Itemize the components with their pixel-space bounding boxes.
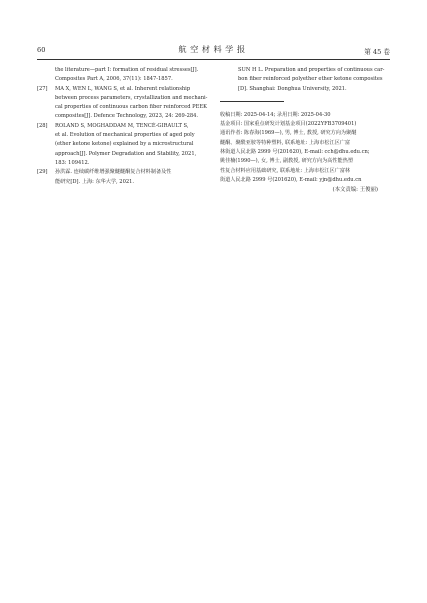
reference-line: the literature—part Ⅰ: formation of residual stresses[J]. xyxy=(55,67,199,73)
reference-29-continuation xyxy=(220,66,392,94)
author-info-line: 街道人民北路 2999 号(201620), E-mail: yjn@dhu.edu.cn xyxy=(220,176,362,183)
reference-28 xyxy=(37,122,213,168)
reference-line: [D]. Shanghai: Donghua University, 2021. xyxy=(238,85,347,92)
reference-line: bon fiber reinforced polyether ether ketone composites xyxy=(238,76,383,83)
reference-line: between process parameters, crystallization and mechani- xyxy=(55,94,208,101)
reference-number: [29] xyxy=(37,169,48,176)
reference-number: [27] xyxy=(37,85,48,92)
reference-29 xyxy=(37,168,213,187)
author-info-line: 林街道人民北路 2999 号(201620), E-mail: cch@dhu.edu.cn; xyxy=(220,149,370,156)
right-column xyxy=(220,66,392,196)
reference-26-continuation xyxy=(37,66,213,85)
reference-line: ROLAND S, MOGHADDAM M, TENCÉ-GIRAULT S, xyxy=(55,122,189,129)
editor-note: (本文责编: 王俊丽) xyxy=(332,187,378,194)
running-header xyxy=(37,45,390,59)
reference-line: 孙洪霖. 连续碳纤维增强聚醚醚酮复合材料制备及性 xyxy=(55,169,172,176)
reference-line: cal properties of continuous carbon fiber reinforced PEEK xyxy=(55,104,207,111)
footnote-separator xyxy=(220,101,284,102)
page-number: 60 xyxy=(37,46,46,54)
funding: 基金项目: 国家重点研发计划基金项目(2022YFB3709401) xyxy=(220,121,357,128)
author-info-line: 醚酮、聚酰亚胺等特种塑料, 联系地址: 上海市松江区广富 xyxy=(220,139,351,146)
reference-number: [28] xyxy=(37,122,48,129)
reference-line: (ether ketone ketone) explained by a microstructural xyxy=(55,141,194,148)
left-column xyxy=(37,66,213,187)
article-info xyxy=(220,111,392,185)
author-info-line: 姚佳楠(1990—), 女, 博士, 副教授, 研究方向为高性能热塑 xyxy=(220,158,353,165)
reference-line: SUN H L. Preparation and properties of continuous car- xyxy=(238,67,385,73)
reference-line: et al. Evolution of mechanical properties of aged poly xyxy=(55,132,195,139)
reference-line: 183: 109412. xyxy=(55,159,90,166)
volume-label: 第 45 卷 xyxy=(364,48,390,56)
author-info-line: 性复合材料应用基础研究, 联系地址: 上海市松江区广富林 xyxy=(220,167,351,174)
reference-line: composites[J]. Defence Technology, 2023, 24: 269-284. xyxy=(55,113,199,120)
reference-line: 能研究[D]. 上海: 东华大学, 2021. xyxy=(55,178,135,185)
author-info-line: 通讯作者: 陈春海(1969—), 男, 博士, 教授, 研究方向为聚醚 xyxy=(220,130,357,137)
reference-line: approach[J]. Polymer Degradation and Stability, 2021, xyxy=(55,150,197,157)
header-rule xyxy=(37,59,390,60)
reference-line: MA X, WEN L, WANG S, et al. Inherent relationship xyxy=(55,85,191,92)
received-dates: 收稿日期: 2025-04-14; 录用日期: 2025-04-30 xyxy=(220,111,331,118)
reference-line: Composites Part A, 2006, 37(11): 1847-1857. xyxy=(55,76,173,83)
reference-27 xyxy=(37,85,213,122)
journal-title: 航空材料学报 xyxy=(178,44,249,54)
